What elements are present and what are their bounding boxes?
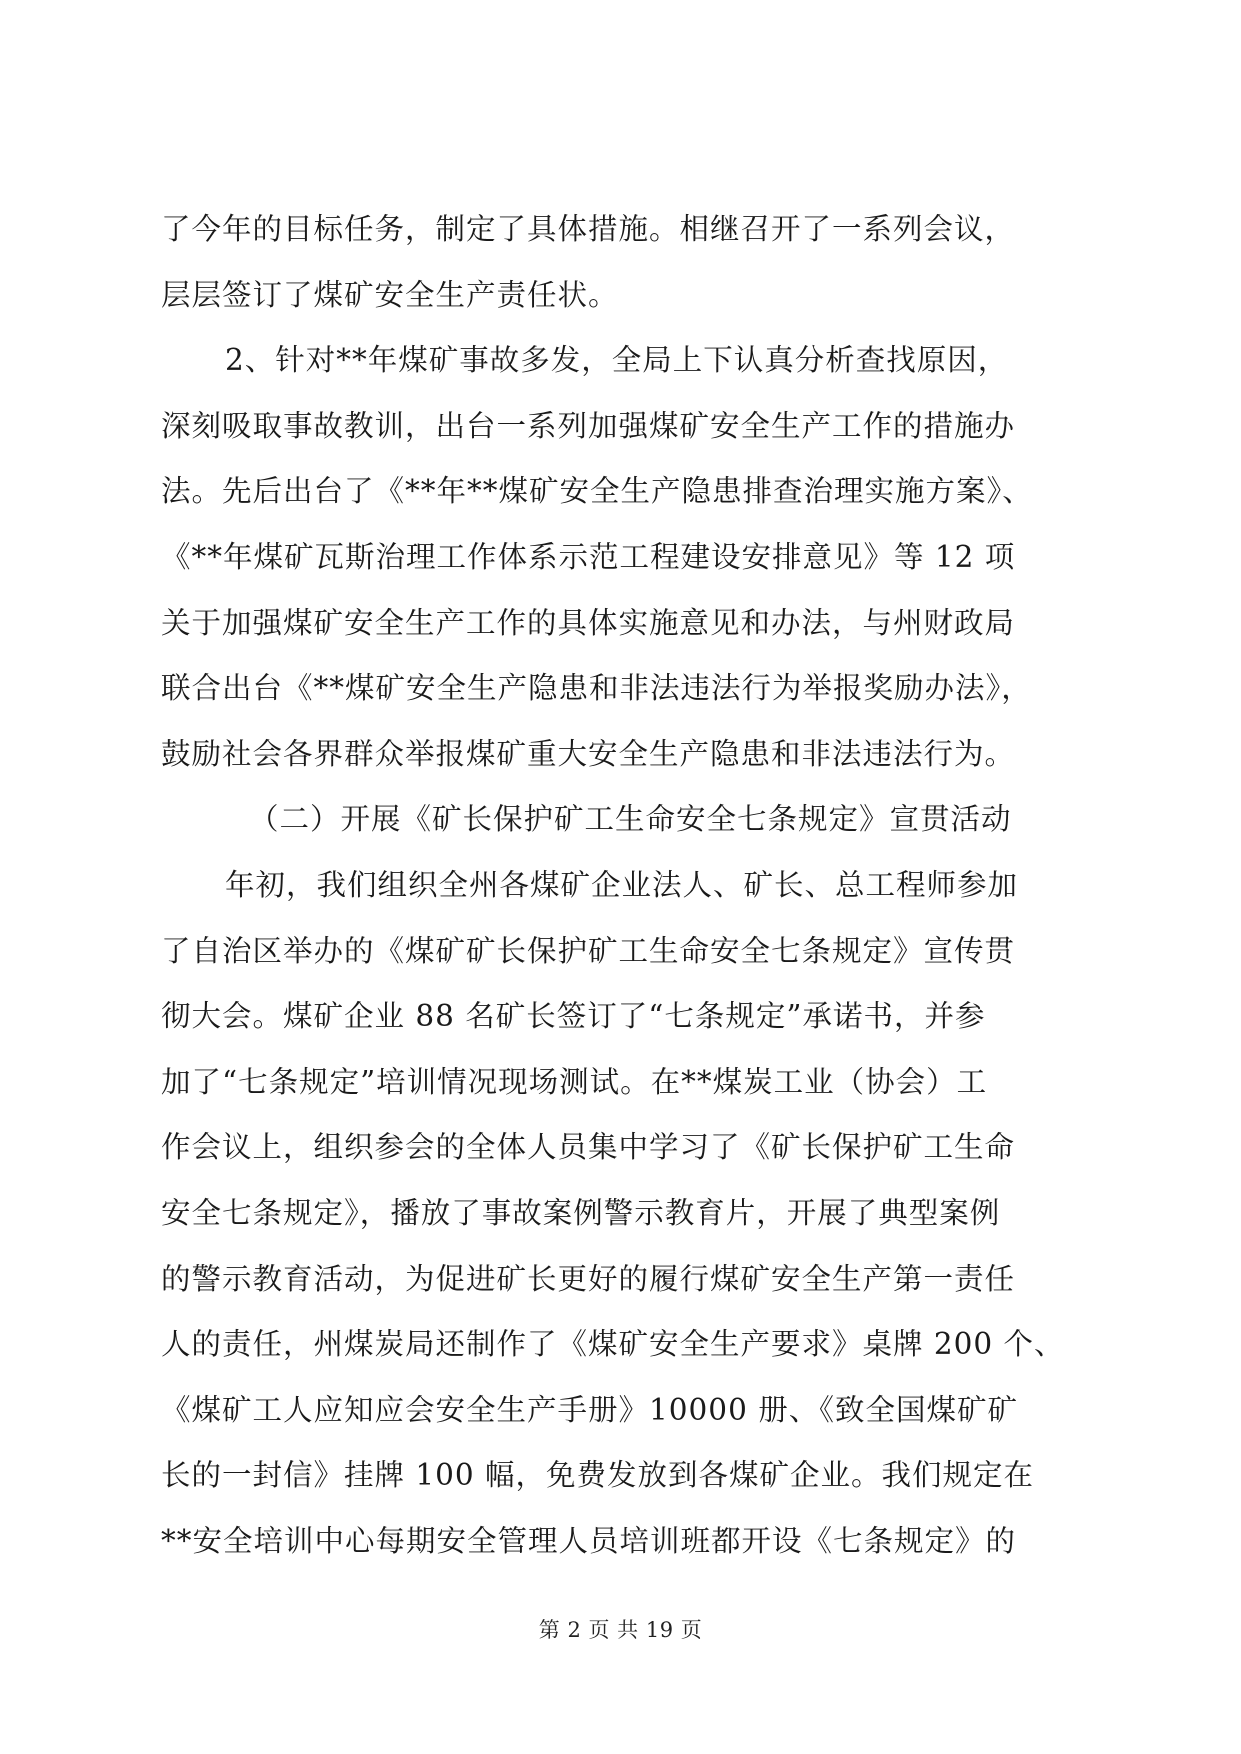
- text-line: 彻大会。煤矿企业 88 名矿长签订了“七条规定”承诺书，并参: [161, 999, 986, 1034]
- text-line: 层层签订了煤矿安全生产责任状。: [161, 277, 619, 312]
- text-line: 深刻吸取事故教训，出台一系列加强煤矿安全生产工作的措施办: [161, 408, 1016, 443]
- text-line: 长的一封信》挂牌 100 幅，免费发放到各煤矿企业。我们规定在: [161, 1458, 1035, 1493]
- paragraph-start-line: 年初，我们组织全州各煤矿企业法人、矿长、总工程师参加: [225, 867, 1019, 902]
- paragraph-start-line: 2、针对**年煤矿事故多发，全局上下认真分析查找原因，: [225, 343, 1009, 378]
- text-line: 联合出台《**煤矿安全生产隐患和非法违法行为举报奖励办法》，: [161, 671, 1032, 706]
- text-line: 鼓励社会各界群众举报煤矿重大安全生产隐患和非法违法行为。: [161, 736, 1016, 771]
- document-body: [161, 197, 1091, 1574]
- text-line: 加了“七条规定”培训情况现场测试。在**煤炭工业（协会）工: [161, 1064, 988, 1099]
- text-line: 人的责任，州煤炭局还制作了《煤矿安全生产要求》桌牌 200 个、: [161, 1327, 1065, 1362]
- text-line: 了今年的目标任务，制定了具体措施。相继召开了一系列会议，: [161, 212, 1016, 246]
- text-line: 关于加强煤矿安全生产工作的具体实施意见和办法，与州财政局: [161, 605, 1016, 640]
- text-line: **安全培训中心每期安全管理人员培训班都开设《七条规定》的: [161, 1523, 1017, 1558]
- text-line: 了自治区举办的《煤矿矿长保护矿工生命安全七条规定》宣传贯: [161, 933, 1016, 968]
- text-line: 作会议上，组织参会的全体人员集中学习了《矿长保护矿工生命: [161, 1130, 1016, 1165]
- text-line: 的警示教育活动，为促进矿长更好的履行煤矿安全生产第一责任: [161, 1261, 1016, 1296]
- text-line: 《煤矿工人应知应会安全生产手册》10000 册、《致全国煤矿矿: [161, 1392, 1018, 1427]
- section-heading: （二）开展《矿长保护矿工生命安全七条规定》宣贯活动: [249, 802, 1012, 837]
- text-line: 法。先后出台了《**年**煤矿安全生产隐患排查治理实施方案》、: [161, 474, 1033, 509]
- page-number-footer: 第 2 页 共 19 页: [538, 1618, 703, 1642]
- text-line: 安全七条规定》，播放了事故案例警示教育片，开展了典型案例: [161, 1195, 1001, 1230]
- text-line: 《**年煤矿瓦斯治理工作体系示范工程建设安排意见》等 12 项: [161, 539, 1016, 574]
